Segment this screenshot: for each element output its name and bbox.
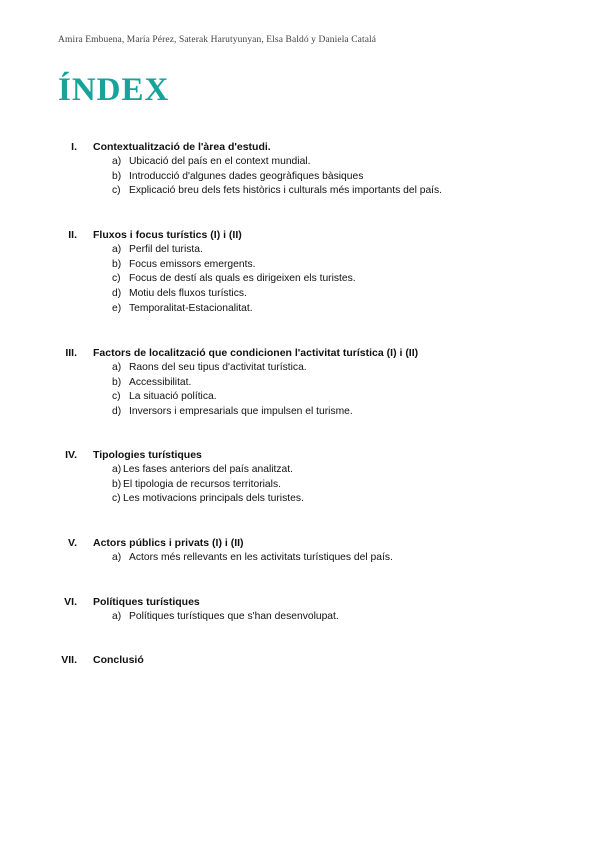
item-text: Perfil del turista.	[129, 244, 203, 255]
index-section-5	[0, 537, 600, 567]
item-letter: a)	[112, 552, 122, 563]
list-item	[0, 273, 600, 288]
section-heading	[0, 596, 600, 611]
item-text: Inversors i empresarials que impulsen el turisme.	[129, 406, 353, 418]
list-item	[0, 406, 600, 421]
list-item	[0, 552, 600, 567]
section-numeral: I.	[71, 141, 77, 153]
item-letter: c)	[112, 391, 121, 403]
index-section-4	[0, 449, 600, 508]
item-text: Les fases anteriors del país analitzat.	[123, 464, 293, 475]
item-letter: c)	[112, 185, 121, 197]
index-section-1	[0, 141, 600, 200]
section-title: Contextualització de l'àrea d'estudi.	[93, 141, 271, 153]
section-numeral: VI.	[64, 596, 77, 608]
item-text: Introducció d'algunes dades geogràfiques bàsiques	[129, 170, 364, 182]
section-heading	[0, 449, 600, 464]
index-section-7	[0, 654, 600, 669]
list-item	[0, 464, 600, 479]
list-item	[0, 171, 600, 186]
item-text: Explicació breu dels fets històrics i culturals més importants del país.	[129, 185, 443, 197]
item-text: Focus emissors emergents.	[129, 258, 256, 270]
item-letter: a)	[112, 156, 122, 167]
authors-header: Amira Embuena, María Pérez, Saterak Harutyunyan, Elsa Baldó y Daniela Catalá	[58, 35, 377, 45]
item-letter: b)	[112, 170, 122, 182]
page-title: ÍNDEX	[58, 72, 170, 108]
item-letter: b)	[112, 478, 122, 490]
item-letter: a)	[112, 362, 122, 373]
item-text: Temporalitat-Estacionalitat.	[129, 302, 253, 314]
section-numeral: III.	[65, 347, 77, 359]
list-item	[0, 244, 600, 259]
item-text: Focus de destí als quals es dirigeixen els turistes.	[129, 273, 356, 285]
item-text: Les motivacions principals dels turistes.	[123, 493, 304, 505]
list-item	[0, 259, 600, 274]
list-item	[0, 611, 600, 626]
item-text: La situació política.	[129, 391, 217, 403]
list-item	[0, 493, 600, 508]
section-title: Tipologies turístiques	[93, 449, 202, 461]
index-section-3	[0, 347, 600, 421]
item-text: Motiu dels fluxos turístics.	[129, 288, 247, 300]
item-letter: b)	[112, 258, 122, 270]
section-title: Factors de localització que condicionen l'activitat turística (I) i (II)	[93, 347, 419, 359]
section-numeral: VII.	[61, 654, 77, 666]
section-heading	[0, 347, 600, 362]
section-heading	[0, 654, 600, 669]
item-letter: d)	[112, 288, 122, 300]
list-item	[0, 362, 600, 377]
item-letter: c)	[112, 493, 121, 505]
item-letter: e)	[112, 302, 122, 314]
section-numeral: II.	[68, 229, 77, 241]
section-title: Fluxos i focus turístics (I) i (II)	[93, 229, 242, 241]
section-title: Actors públics i privats (I) i (II)	[93, 537, 244, 549]
item-letter: c)	[112, 273, 121, 285]
item-letter: d)	[112, 406, 122, 418]
section-heading	[0, 537, 600, 552]
item-text: Raons del seu tipus d'activitat turística.	[129, 362, 307, 373]
item-text: Polítiques turístiques que s'han desenvolupat.	[129, 611, 339, 622]
item-text: El tipologia de recursos territorials.	[123, 478, 281, 490]
item-letter: a)	[112, 244, 122, 255]
list-item	[0, 377, 600, 392]
list-item	[0, 156, 600, 171]
item-text: Actors més rellevants en les activitats turístiques del país.	[129, 552, 393, 563]
list-item	[0, 185, 600, 200]
section-title: Conclusió	[93, 654, 144, 666]
item-letter: a)	[112, 464, 122, 475]
list-item	[0, 303, 600, 318]
section-title: Polítiques turístiques	[93, 596, 200, 608]
section-numeral: V.	[68, 537, 77, 549]
index-section-6	[0, 596, 600, 626]
index-section-2	[0, 229, 600, 317]
item-letter: a)	[112, 611, 122, 622]
section-numeral: IV.	[65, 449, 77, 461]
item-letter: b)	[112, 376, 122, 388]
section-heading	[0, 229, 600, 244]
item-text: Ubicació del país en el context mundial.	[129, 156, 311, 167]
section-heading	[0, 141, 600, 156]
list-item	[0, 479, 600, 494]
item-text: Accessibilitat.	[129, 376, 192, 388]
list-item	[0, 288, 600, 303]
list-item	[0, 391, 600, 406]
